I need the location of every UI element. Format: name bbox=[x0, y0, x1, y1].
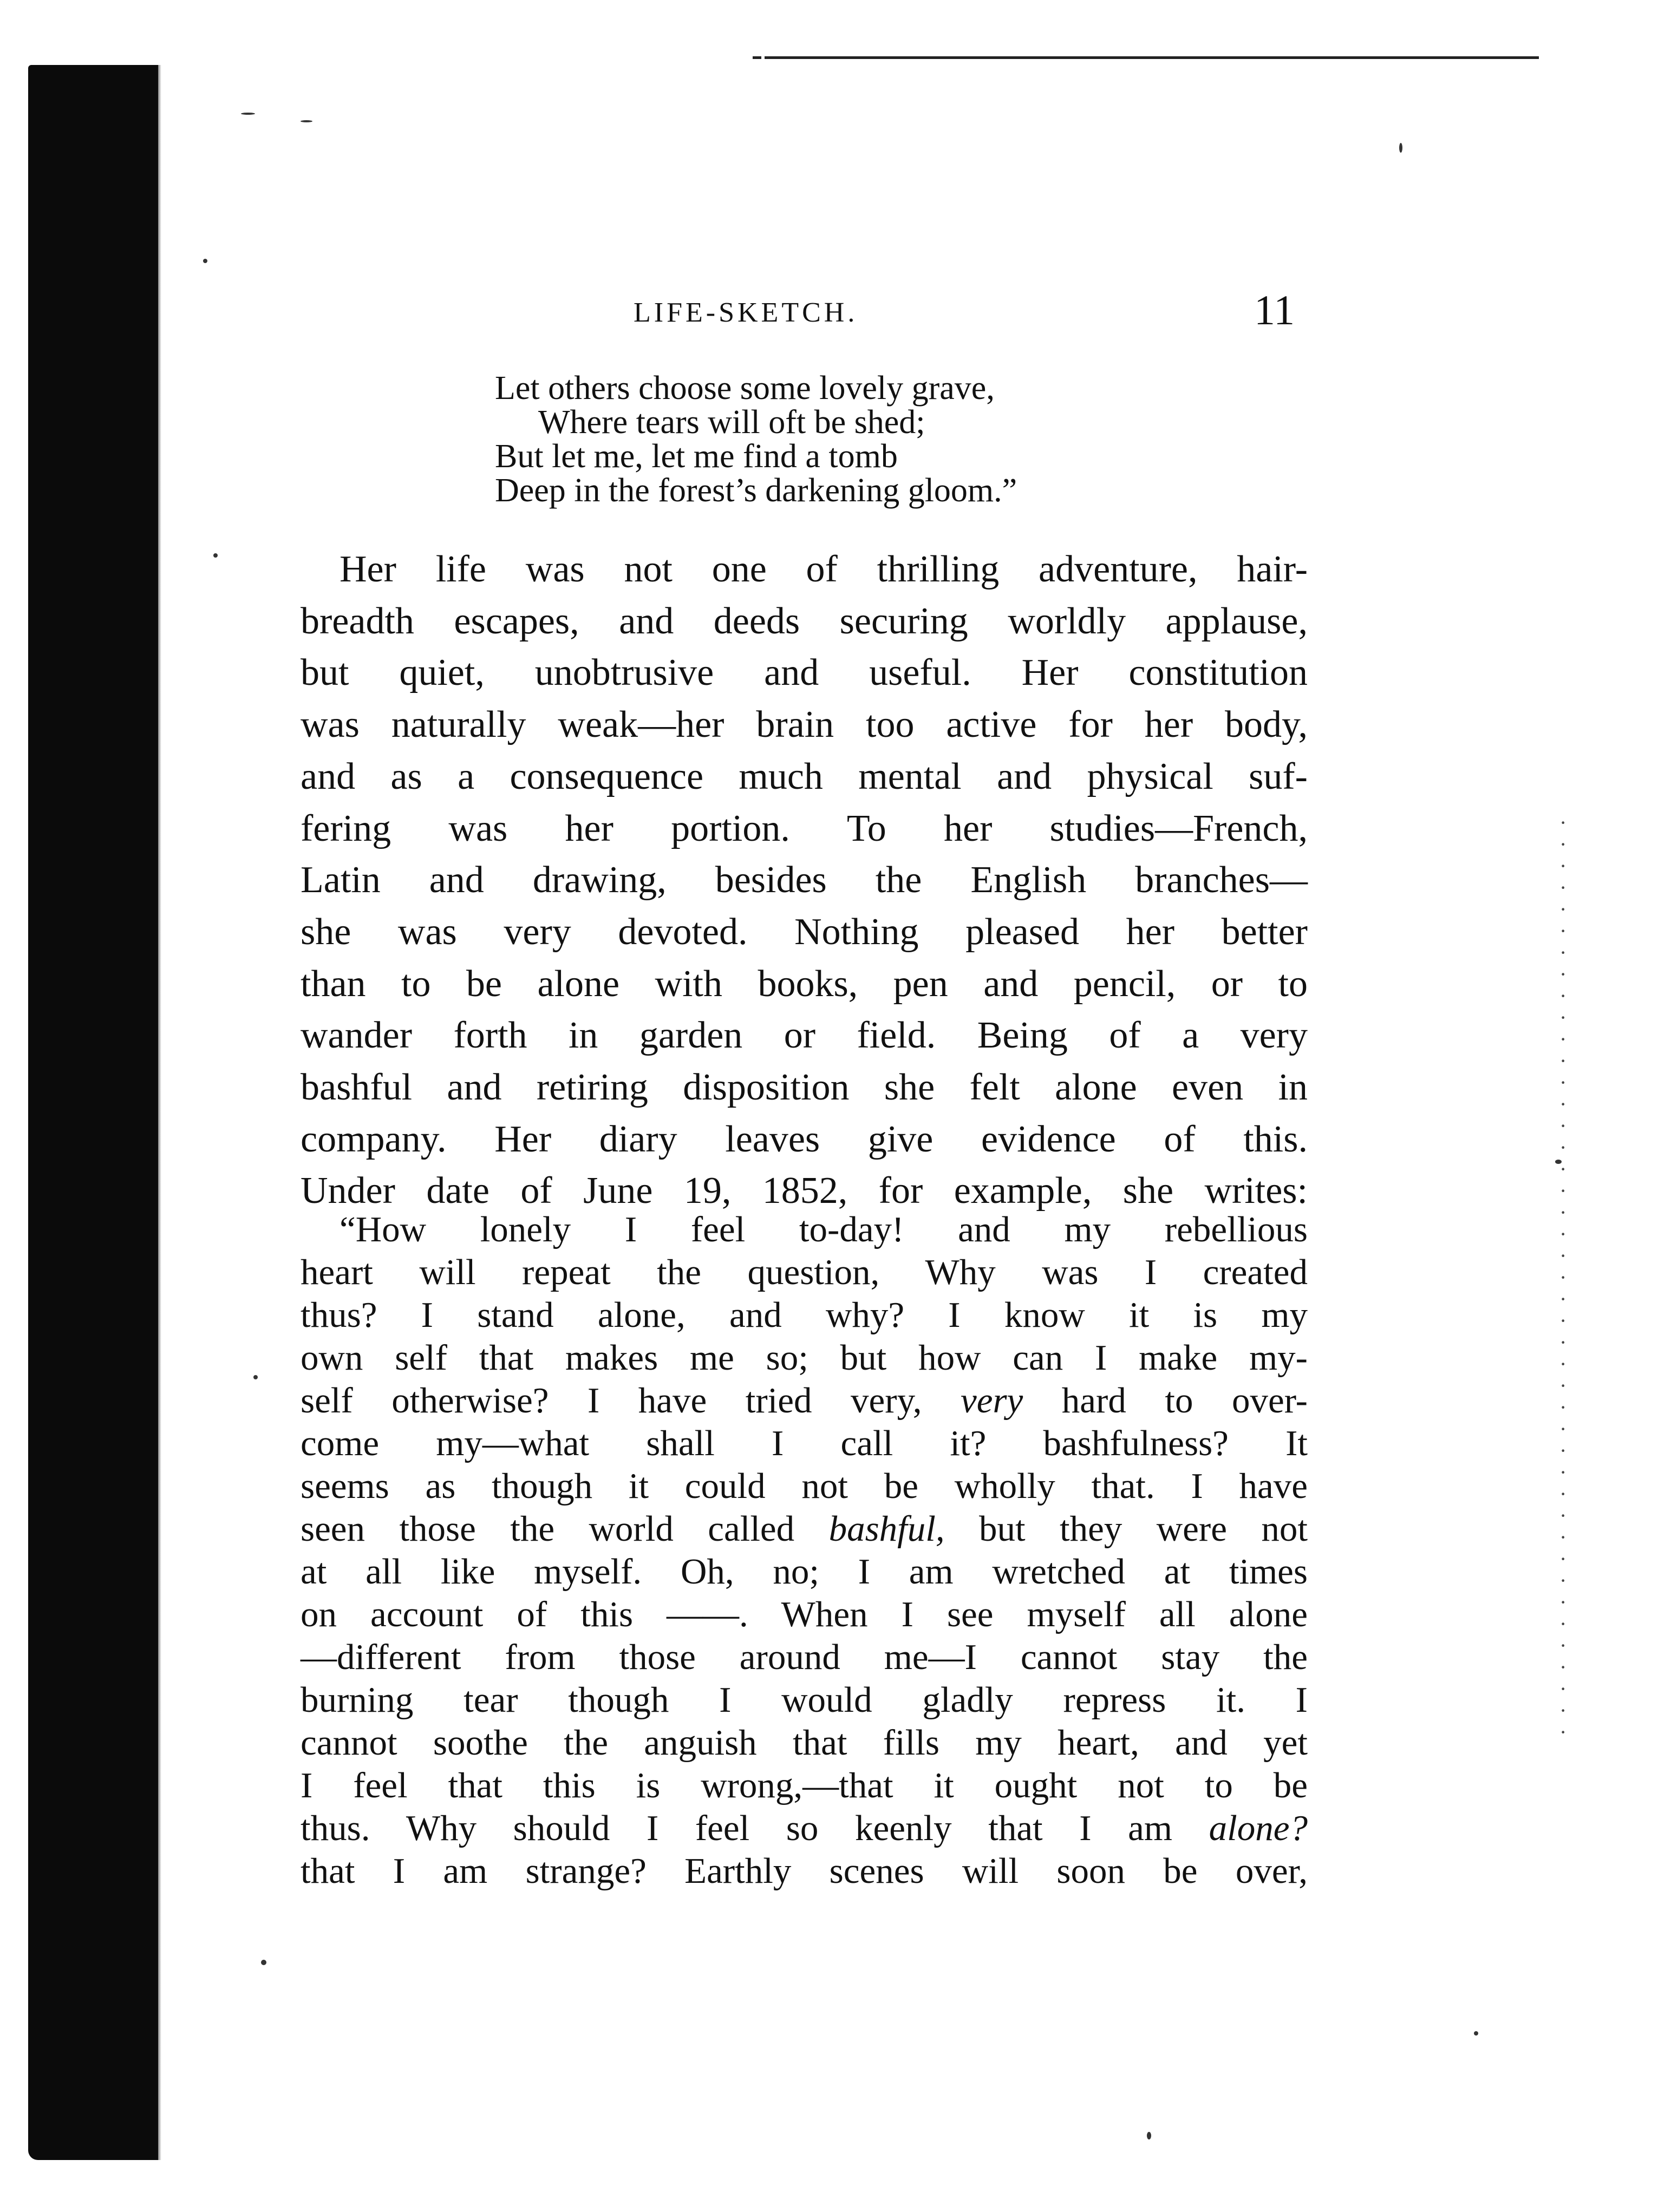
text-line: fering was her portion. To her studies—French, bbox=[301, 807, 1308, 849]
text-line: Her life was not one of thrilling adventure, hair- bbox=[340, 548, 1308, 590]
scan-speck bbox=[301, 120, 312, 122]
quote-line: —different from those around me—I cannot stay the bbox=[301, 1637, 1308, 1677]
text-line: breadth escapes, and deeds securing worldly applause, bbox=[301, 600, 1308, 642]
scan-speck bbox=[1474, 2031, 1478, 2036]
quote-text: seen those the world called bbox=[301, 1509, 829, 1549]
scan-speck bbox=[1147, 2132, 1151, 2139]
text-line: but quiet, unobtrusive and useful. Her constitution bbox=[301, 652, 1308, 694]
quote-line: cannot soothe the anguish that fills my heart, and yet bbox=[301, 1723, 1308, 1763]
quote-line: at all like myself. Oh, no; I am wretched at times bbox=[301, 1552, 1308, 1592]
poem-line: Deep in the forest’s darkening gloom.” bbox=[495, 472, 1017, 509]
quote-text: hard to over- bbox=[1023, 1380, 1308, 1421]
poem-line: Let others choose some lovely grave, bbox=[495, 370, 995, 407]
top-rule-dash bbox=[753, 56, 761, 59]
scanned-binding-shadow bbox=[28, 65, 158, 2160]
scan-speck bbox=[213, 553, 218, 558]
scan-speck bbox=[253, 1375, 258, 1379]
text-line: company. Her diary leaves give evidence of this. bbox=[301, 1118, 1308, 1160]
quote-line: come my—what shall I call it? bashfulness? It bbox=[301, 1423, 1308, 1463]
emphasis-text: bashful, bbox=[828, 1509, 945, 1549]
poem-line: But let me, let me find a tomb bbox=[495, 438, 898, 475]
quote-line bbox=[301, 1807, 1308, 1850]
scan-speck bbox=[203, 259, 207, 263]
quote-text: thus. Why should I feel so keenly that I am bbox=[301, 1808, 1209, 1848]
quote-text: self otherwise? I have tried very, bbox=[301, 1380, 961, 1421]
quote-line: burning tear though I would gladly repress it. I bbox=[301, 1680, 1308, 1720]
body-paragraph bbox=[301, 544, 1308, 1217]
running-head: LIFE-SKETCH. bbox=[634, 297, 858, 328]
quote-line: heart will repeat the question, Why was I created bbox=[301, 1252, 1308, 1292]
scan-speck bbox=[261, 1960, 266, 1965]
text-line: than to be alone with books, pen and pencil, or to bbox=[301, 963, 1308, 1005]
emphasis-text: alone? bbox=[1209, 1808, 1308, 1848]
text-line: Latin and drawing, besides the English branches— bbox=[301, 859, 1308, 901]
text-line: and as a consequence much mental and physical suf- bbox=[301, 755, 1308, 797]
poem-line: Where tears will oft be shed; bbox=[538, 404, 925, 441]
quote-line: on account of this ——. When I see myself all alone bbox=[301, 1594, 1308, 1634]
quote-line: own self that makes me so; but how can I make my- bbox=[301, 1338, 1308, 1378]
quote-line: thus? I stand alone, and why? I know it is my bbox=[301, 1295, 1308, 1335]
scan-speck bbox=[1399, 143, 1402, 153]
quote-line bbox=[301, 1379, 1308, 1422]
quote-line: “How lonely I feel to-day! and my rebellious bbox=[340, 1209, 1308, 1249]
quote-line: I feel that this is wrong,—that it ought not to be bbox=[301, 1765, 1308, 1805]
emphasis-text: very bbox=[961, 1380, 1023, 1421]
top-rule bbox=[765, 56, 1539, 59]
scan-speck bbox=[241, 113, 255, 115]
text-line: bashful and retiring disposition she felt alone even in bbox=[301, 1066, 1308, 1109]
quote-line: that I am strange? Earthly scenes will soon be over, bbox=[301, 1851, 1308, 1891]
diary-quote bbox=[301, 1208, 1308, 1893]
quote-text: but they were not bbox=[944, 1509, 1308, 1549]
poem-stanza bbox=[495, 371, 1145, 508]
quote-line: seems as though it could not be wholly that. I have bbox=[301, 1466, 1308, 1506]
text-line: she was very devoted. Nothing pleased her better bbox=[301, 911, 1308, 953]
quote-line bbox=[301, 1508, 1308, 1550]
text-line: Under date of June 19, 1852, for example, she writes: bbox=[301, 1170, 1308, 1212]
text-line: was naturally weak—her brain too active for her body, bbox=[301, 704, 1308, 746]
margin-scan-dots: · · · · · · · · · · · · · · · · · · · · · · · · · · · · · · · · · · · · · · · · · · · bbox=[1559, 810, 1567, 1744]
page-number: 11 bbox=[1254, 286, 1295, 333]
text-line: wander forth in garden or field. Being of a very bbox=[301, 1015, 1308, 1057]
